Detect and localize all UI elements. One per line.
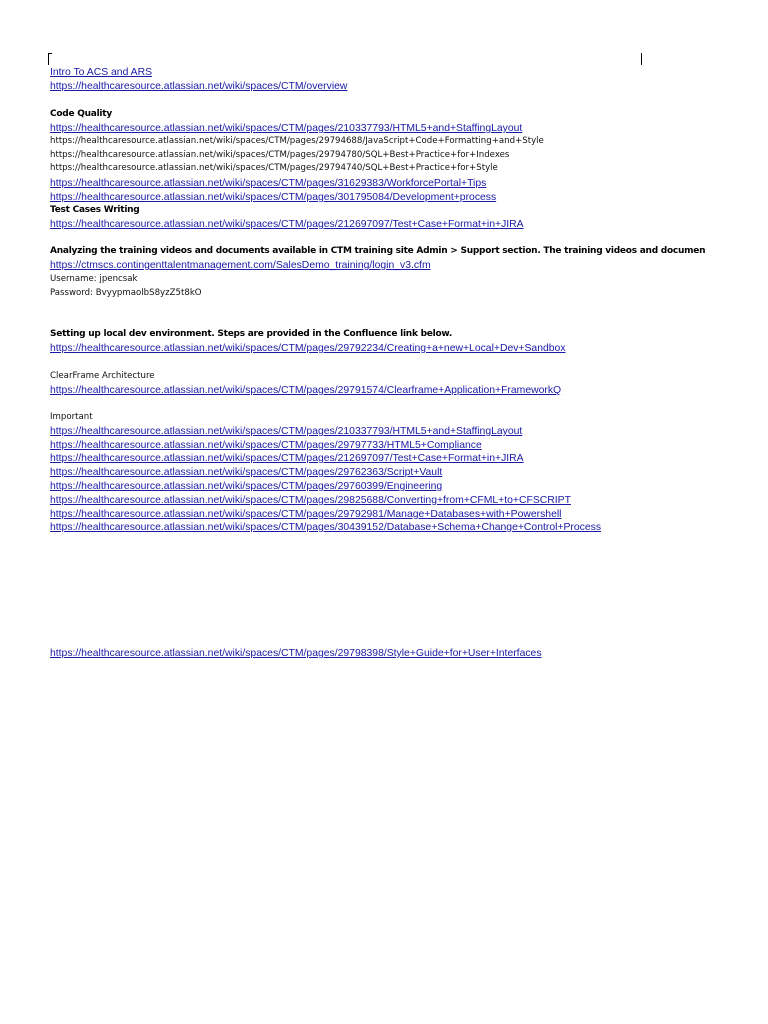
code-quality-link-development[interactable]: https://healthcaresource.atlassian.net/wiki/spaces/CTM/pages/301795084/Development+process <box>50 192 497 203</box>
important-link-compliance[interactable]: https://healthcaresource.atlassian.net/wiki/spaces/CTM/pages/29797733/HTML5+Compliance <box>50 440 482 451</box>
code-quality-link-javascript: https://healthcaresource.atlassian.net/wiki/spaces/CTM/pages/29794688/JavaScript+Code+Formatting+and+Style <box>50 136 544 146</box>
important-link-cfscript[interactable]: https://healthcaresource.atlassian.net/wiki/spaces/CTM/pages/29825688/Converting+from+CFML+to+CFSCRIPT <box>50 495 571 506</box>
important-link-schema-change[interactable]: https://healthcaresource.atlassian.net/wiki/spaces/CTM/pages/30439152/Database+Schema+Change+Control+Process <box>50 522 602 533</box>
clearframe-link[interactable]: https://healthcaresource.atlassian.net/wiki/spaces/CTM/pages/29791574/Clearframe+Application+FrameworkQ <box>50 385 562 396</box>
local-dev-link[interactable]: https://healthcaresource.atlassian.net/wiki/spaces/CTM/pages/29792234/Creating+a+new+Local+Dev+Sandbox <box>50 343 566 354</box>
important-link-engineering[interactable]: https://healthcaresource.atlassian.net/wiki/spaces/CTM/pages/29760399/Engineering <box>50 481 443 492</box>
page-mark-right <box>641 53 642 65</box>
training-login-link[interactable]: https://ctmscs.contingenttalentmanagement.com/SalesDemo_training/login_v3.cfm <box>50 260 431 271</box>
local-dev-heading: Setting up local dev environment. Steps are provided in the Confluence link below. <box>50 329 453 339</box>
username-line: Username: jpencsak <box>50 274 138 284</box>
important-link-html5[interactable]: https://healthcaresource.atlassian.net/wiki/spaces/CTM/pages/210337793/HTML5+and+StaffingLayout <box>50 426 523 437</box>
intro-title-link[interactable]: Intro To ACS and ARS <box>50 67 153 78</box>
style-guide-link[interactable]: https://healthcaresource.atlassian.net/wiki/spaces/CTM/pages/29798398/Style+Guide+for+User+Interfaces <box>50 648 542 659</box>
code-quality-link-sql-indexes: https://healthcaresource.atlassian.net/wiki/spaces/CTM/pages/29794780/SQL+Best+Practice+for+Indexes <box>50 150 510 160</box>
code-quality-link-html5[interactable]: https://healthcaresource.atlassian.net/wiki/spaces/CTM/pages/210337793/HTML5+and+StaffingLayout <box>50 123 523 134</box>
important-link-test-case[interactable]: https://healthcaresource.atlassian.net/wiki/spaces/CTM/pages/212697097/Test+Case+Format+in+JIRA <box>50 453 524 464</box>
page-mark-left <box>48 53 49 65</box>
training-heading: Analyzing the training videos and documents available in CTM training site Admin > Support section. The training videos and documen <box>50 246 706 256</box>
important-link-script-vault[interactable]: https://healthcaresource.atlassian.net/wiki/spaces/CTM/pages/29762363/Script+Vault <box>50 467 443 478</box>
important-link-powershell[interactable]: https://healthcaresource.atlassian.net/wiki/spaces/CTM/pages/29792981/Manage+Databases+with+Powershell <box>50 509 562 520</box>
code-quality-link-sql-style: https://healthcaresource.atlassian.net/wiki/spaces/CTM/pages/29794740/SQL+Best+Practice+for+Style <box>50 163 498 173</box>
intro-overview-link[interactable]: https://healthcaresource.atlassian.net/wiki/spaces/CTM/overview <box>50 81 348 92</box>
test-cases-link[interactable]: https://healthcaresource.atlassian.net/wiki/spaces/CTM/pages/212697097/Test+Case+Format+in+JIRA <box>50 219 524 230</box>
code-quality-heading: Code Quality <box>50 109 112 119</box>
code-quality-link-workforce[interactable]: https://healthcaresource.atlassian.net/wiki/spaces/CTM/pages/31629383/WorkforcePortal+Tips <box>50 178 487 189</box>
test-cases-heading: Test Cases Writing <box>50 205 140 215</box>
important-heading: Important <box>50 412 93 422</box>
password-line: Password: BvyypmaolbS8yzZ5t8kO <box>50 288 202 298</box>
clearframe-heading: ClearFrame Architecture <box>50 371 155 381</box>
page-mark-left-tick <box>49 53 52 54</box>
